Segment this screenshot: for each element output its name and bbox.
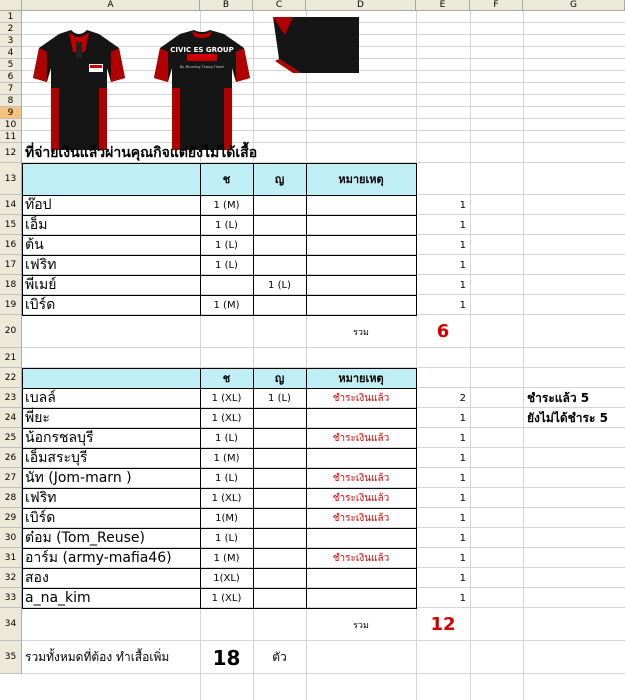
name-cell[interactable]: ท๊อป [25,197,52,213]
column-header-f[interactable]: F [470,0,523,11]
row-header-10[interactable]: 10 [0,119,22,131]
quantity-cell[interactable]: 1 [459,219,466,231]
row-header-25[interactable]: 25 [0,428,22,448]
note-cell[interactable] [306,588,416,608]
row-header-16[interactable]: 16 [0,235,22,255]
row-header-15[interactable]: 15 [0,215,22,235]
section2-header-note[interactable]: หมายเหตุ [338,372,384,385]
select-all-corner[interactable] [0,0,22,11]
quantity-cell[interactable]: 1 [459,199,466,211]
row-header-24[interactable]: 24 [0,408,22,428]
row-header-13[interactable]: 13 [0,163,22,195]
row-header-4[interactable]: 4 [0,47,22,59]
male-size-cell[interactable]: 1 (L) [215,239,238,251]
male-size-cell[interactable]: 1 (L) [215,259,238,271]
male-size-cell[interactable]: 1(XL) [213,572,240,584]
row-header-12[interactable]: 12 [0,143,22,163]
section1-title[interactable]: ที่จ่ายเงินแล้วผ่านคุณกิจแต่ยังไม่ได้เสื้อ [25,145,258,161]
female-size-cell[interactable] [253,548,306,568]
shirt-sleeve-image [273,17,359,73]
row-header-3[interactable]: 3 [0,35,22,47]
row-header-18[interactable]: 18 [0,275,22,295]
quantity-cell[interactable]: 1 [459,259,466,271]
quantity-cell[interactable]: 1 [459,472,466,484]
name-cell[interactable]: ต๋อม (Tom_Reuse) [25,530,145,546]
section2-header-female[interactable]: ญ [274,372,285,385]
female-size-cell[interactable] [253,568,306,588]
quantity-cell[interactable]: 1 [459,239,466,251]
female-size-cell[interactable] [253,255,306,275]
note-cell[interactable] [306,255,416,275]
section1-header-male[interactable]: ช [222,173,231,186]
row-header-28[interactable]: 28 [0,488,22,508]
quantity-cell[interactable]: 2 [459,392,466,404]
section1-header-female[interactable]: ญ [274,173,285,186]
name-cell[interactable]: เบลล์ [25,390,56,406]
name-cell[interactable]: น้อกรชลบุรี [25,430,94,446]
row-header-19[interactable]: 19 [0,295,22,315]
name-cell[interactable]: เฟริท [25,490,57,506]
row-header-7[interactable]: 7 [0,83,22,95]
male-size-cell[interactable]: 1 (L) [215,219,238,231]
male-size-cell[interactable]: 1(M) [215,512,238,524]
male-size-cell[interactable]: 1 (XL) [211,592,242,604]
back-logo-subtext: By. Bluering Thang Thach [179,65,225,69]
quantity-cell[interactable]: 1 [459,452,466,464]
grid-line [523,11,524,700]
female-size-cell[interactable] [253,408,306,428]
note-cell[interactable] [306,448,416,468]
row-header-27[interactable]: 27 [0,468,22,488]
name-cell[interactable]: เบิร์ด [25,510,56,526]
row-header-14[interactable]: 14 [0,195,22,215]
quantity-cell[interactable]: 1 [459,299,466,311]
shirt-back-image [148,28,256,153]
section1-header-note[interactable]: หมายเหตุ [338,173,384,186]
grand-total-label[interactable]: รวมทั้งหมดที่ต้อง ทำเสื้อเพิ่ม [25,650,170,664]
name-cell[interactable]: เอ็มสระบุรี [25,450,88,466]
male-size-cell[interactable]: 1 (M) [213,299,240,311]
row-header-20[interactable]: 20 [0,315,22,348]
column-header-g[interactable]: G [523,0,625,11]
quantity-cell[interactable]: 1 [459,412,466,424]
male-size-cell[interactable] [200,275,253,295]
row-header-23[interactable]: 23 [0,388,22,408]
note-cell[interactable]: ชำระเงินแล้ว [332,552,390,564]
row-header-9[interactable]: 9 [0,107,22,119]
name-cell[interactable]: เฟริท [25,257,57,273]
column-header-d[interactable]: D [306,0,416,11]
name-cell[interactable]: a_na_kim [25,590,91,606]
row-header-35[interactable]: 35 [0,641,22,674]
row-header-8[interactable]: 8 [0,95,22,107]
section2-total-label[interactable]: รวม [353,620,369,631]
female-size-cell[interactable] [253,468,306,488]
row-header-2[interactable]: 2 [0,23,22,35]
male-size-cell[interactable]: 1 (XL) [211,392,242,404]
section2-header-male[interactable]: ช [222,372,231,385]
female-size-cell[interactable] [253,588,306,608]
row-header-22[interactable]: 22 [0,368,22,388]
male-size-cell[interactable]: 1 (L) [215,472,238,484]
quantity-cell[interactable]: 1 [459,512,466,524]
grand-total-value[interactable]: 18 [212,645,241,670]
back-logo-text: CIVIC ES GROUP [170,46,234,54]
column-header-a[interactable]: A [22,0,200,11]
column-header-e[interactable]: E [416,0,470,11]
male-size-cell[interactable]: 1 (M) [213,199,240,211]
note-cell[interactable] [306,275,416,295]
note-cell[interactable] [306,195,416,215]
note-cell[interactable]: ชำระเงินแล้ว [332,432,390,444]
note-cell[interactable] [306,295,416,315]
shirt-front-image [29,28,129,153]
male-size-cell[interactable]: 1 (L) [215,432,238,444]
quantity-cell[interactable]: 1 [459,492,466,504]
female-size-cell[interactable] [253,448,306,468]
column-header-b[interactable]: B [200,0,253,11]
note-cell[interactable]: ชำระเงินแล้ว [332,492,390,504]
row-header-11[interactable]: 11 [0,131,22,143]
female-size-cell[interactable] [253,295,306,315]
grid-line [470,11,471,700]
row-header-1[interactable]: 1 [0,11,22,23]
note-cell[interactable]: ชำระเงินแล้ว [332,392,390,404]
note-cell[interactable] [306,215,416,235]
name-cell[interactable]: พี่เมย์ [25,277,57,293]
quantity-cell[interactable]: 1 [459,572,466,584]
row-header-21[interactable]: 21 [0,348,22,368]
male-size-cell[interactable]: 1 (XL) [211,412,242,424]
male-size-cell[interactable]: 1 (L) [215,532,238,544]
row-header-5[interactable]: 5 [0,59,22,71]
male-size-cell[interactable]: 1 (XL) [211,492,242,504]
row-header-32[interactable]: 32 [0,568,22,588]
quantity-cell[interactable]: 1 [459,432,466,444]
section1-total[interactable]: 6 [436,321,450,342]
note-cell[interactable] [306,235,416,255]
section1-total-label[interactable]: รวม [353,327,369,338]
column-header-c[interactable]: C [253,0,306,11]
female-size-cell[interactable]: 1 (L) [268,279,291,291]
male-size-cell[interactable]: 1 (M) [213,552,240,564]
quantity-cell[interactable]: 1 [459,552,466,564]
quantity-cell[interactable]: 1 [459,592,466,604]
row-header-26[interactable]: 26 [0,448,22,468]
row-header-17[interactable]: 17 [0,255,22,275]
paid-count-note[interactable]: ชำระแล้ว 5 [527,390,590,405]
female-size-cell[interactable] [253,215,306,235]
female-size-cell[interactable] [253,195,306,215]
male-size-cell[interactable]: 1 (M) [213,452,240,464]
female-size-cell[interactable] [253,488,306,508]
female-size-cell[interactable] [253,508,306,528]
name-cell[interactable]: ต้น [25,237,44,253]
unpaid-count-note[interactable]: ยังไม่ได้ชำระ 5 [527,410,608,425]
grand-total-unit[interactable]: ตัว [272,650,287,664]
quantity-cell[interactable]: 1 [459,279,466,291]
note-cell[interactable] [306,528,416,548]
female-size-cell[interactable] [253,528,306,548]
name-cell[interactable]: นัท (Jom-marn ) [25,470,132,486]
note-cell[interactable]: ชำระเงินแล้ว [332,512,390,524]
row-header-34[interactable]: 34 [0,608,22,641]
female-size-cell[interactable] [253,235,306,255]
female-size-cell[interactable]: 1 (L) [268,392,291,404]
row-header-6[interactable]: 6 [0,71,22,83]
section2-total[interactable]: 12 [430,614,456,635]
name-cell[interactable]: อาร์ม (army-mafia46) [25,550,172,566]
name-cell[interactable]: เบิร์ด [25,297,56,313]
note-cell[interactable] [306,408,416,428]
female-size-cell[interactable] [253,428,306,448]
row-header-33[interactable]: 33 [0,588,22,608]
name-cell[interactable]: พี่ยะ [25,410,50,426]
row-header-29[interactable]: 29 [0,508,22,528]
row-header-31[interactable]: 31 [0,548,22,568]
quantity-cell[interactable]: 1 [459,532,466,544]
name-cell[interactable]: สอง [25,570,49,586]
note-cell[interactable] [306,568,416,588]
name-cell[interactable]: เอ็ม [25,217,48,233]
row-header-30[interactable]: 30 [0,528,22,548]
note-cell[interactable]: ชำระเงินแล้ว [332,472,390,484]
